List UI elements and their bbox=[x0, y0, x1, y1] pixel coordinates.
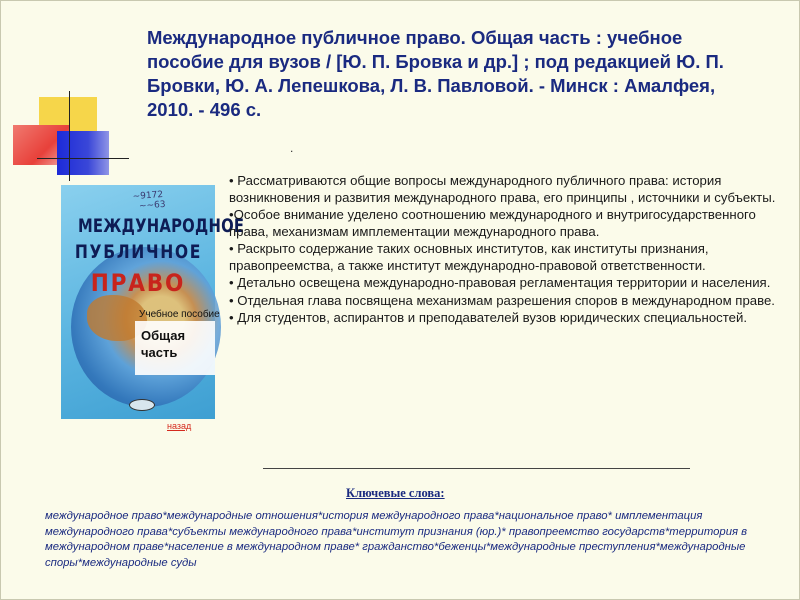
description-item: • Для студентов, аспирантов и преподавателей вузов юридических специальностей. bbox=[229, 309, 748, 325]
keywords-heading: Ключевые слова: bbox=[346, 486, 445, 500]
keywords-text: международное право*международные отношения*история международного права*национальное право* имплементация международного права*субъекты международного права*институт признания (юр.)* правопреемство государств*территория в международном праве*население в международном праве* гражданство*беженцы*международные преступления*международные споры*международные суды bbox=[45, 510, 748, 569]
description-item: • Отдельная глава посвящена механизмам разрешения споров в международном праве. bbox=[229, 292, 775, 308]
book-cover-scribble: ~9172 ~~63 bbox=[132, 190, 166, 213]
book-cover-title-line1: МЕЖДУНАРОДНОЕ bbox=[77, 215, 245, 237]
dot-mark: . bbox=[290, 141, 294, 155]
page-title: Международное публичное право. Общая часть : учебное пособие для вузов / [Ю. П. Бровка и др.] ; под редакцией Ю. П. Бровки, Ю. А. Лепешкова, Л. В. Павловой. - Минск : Амалфея, 2010. - 496 с. bbox=[147, 27, 724, 120]
description-item: • Рассматриваются общие вопросы международного публичного права: история возникновения и развития международного права, его принципы , источники и субъекты. bbox=[229, 173, 776, 205]
book-cover-image bbox=[61, 185, 245, 419]
book-cover-title-line3: ПРАВО bbox=[90, 269, 186, 297]
description-item: •Особое внимание уделено соотношению международного и внутригосударственного права, механизмам имплементации международного права. bbox=[229, 207, 756, 239]
description-item: • Раскрыто содержание таких основных институтов, как институты признания, правопреемства, а также институт международно-правовой ответственности. bbox=[229, 241, 709, 273]
description-list bbox=[229, 173, 779, 327]
decor-horizontal-line bbox=[37, 158, 129, 159]
divider bbox=[263, 468, 690, 469]
back-link[interactable]: назад bbox=[167, 421, 192, 431]
book-cover-subtitle: Учебное пособие bbox=[139, 309, 220, 320]
book-cover-panel bbox=[135, 321, 215, 375]
decor-vertical-line bbox=[69, 91, 70, 181]
book-cover-panel-text: Общая часть bbox=[141, 328, 186, 360]
book-cover-title-line2: ПУБЛИЧНОЕ bbox=[74, 241, 203, 263]
publisher-logo-icon bbox=[129, 399, 155, 411]
description-item: • Детально освещена международно-правовая регламентация территории и населения. bbox=[229, 275, 771, 291]
decor-blue-square bbox=[57, 131, 109, 175]
